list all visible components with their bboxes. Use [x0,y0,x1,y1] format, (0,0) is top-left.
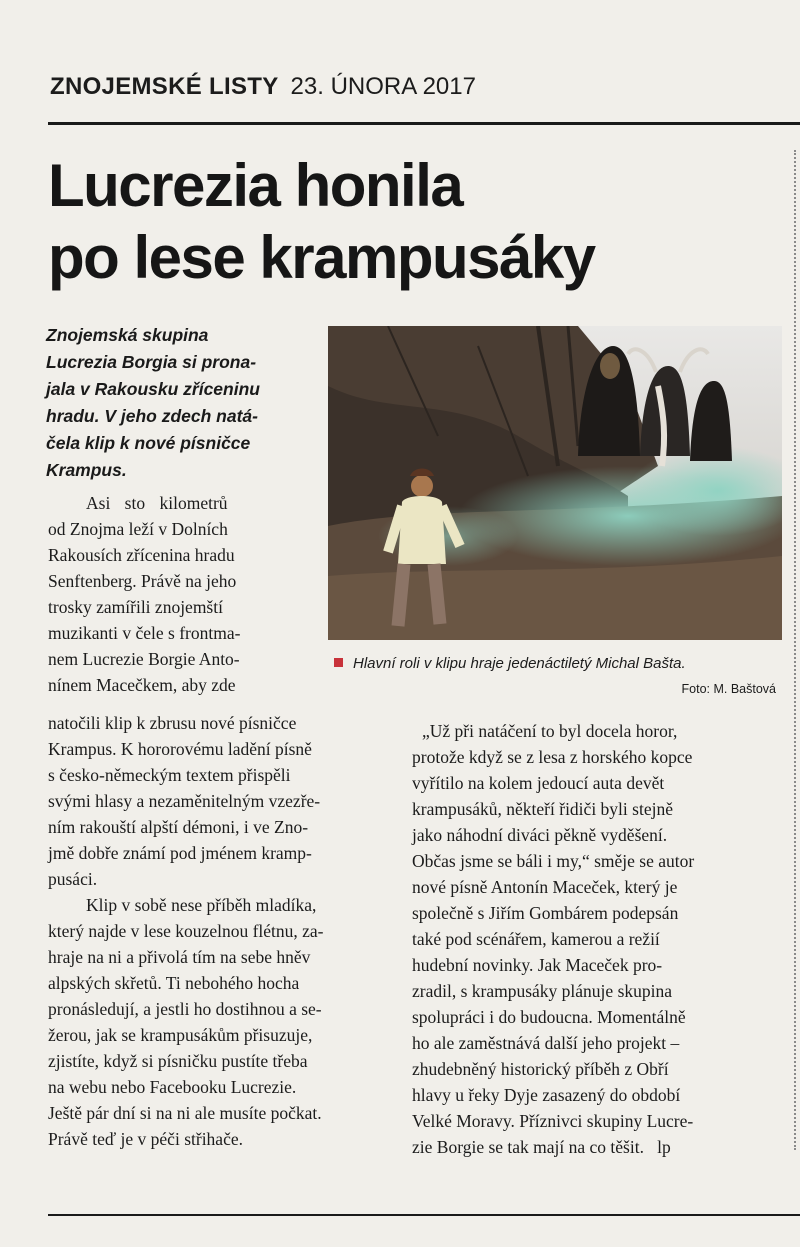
issue-date: 23. ÚNORA 2017 [290,73,476,100]
body-line: zhudebněný historický příběh z Obří [412,1059,669,1079]
body-line: Krampus. K hororovému ladění písně [48,739,312,759]
body-line: pusáci. [48,869,98,889]
photo-illustration [328,326,782,640]
photo-caption [334,654,784,674]
body-line: od Znojma leží v Dolních [48,519,228,539]
body-line: Velké Moravy. Příznivci skupiny Lucre- [412,1111,694,1131]
masthead [50,72,476,102]
body-line: muzikanti v čele s frontma- [48,623,241,643]
body-line: zjistíte, když si písničku pustíte třeba [48,1051,308,1071]
body-line: jmě dobře známí pod jménem kramp- [48,843,312,863]
body-line: Ještě pár dní si na ni ale musíte počkat. [48,1103,322,1123]
caption-marker [334,658,343,667]
body-line: žerou, jak se krampusákům přisuzuje, [48,1025,313,1045]
body-line: ho ale zaměstnává další jeho projekt – [412,1033,680,1053]
body-line: hudební novinky. Jak Maceček pro- [412,955,663,975]
headline-line: Lucrezia honila [48,152,463,219]
body-line: společně s Jiřím Gombárem podepsán [412,903,679,923]
body-line: svými hlasy a nezaměnitelným vzezře- [48,791,321,811]
newspaper-name: ZNOJEMSKÉ LISTY [50,73,279,100]
lead-line: čela klip k nové písničce [46,433,251,453]
body-line: spolupráci i do budoucna. Momentálně [412,1007,686,1027]
body-line: trosky zamířili znojemští [48,597,223,617]
body-line: který najde v lese kouzelnou flétnu, za- [48,921,324,941]
top-rule [48,122,800,125]
body-column-1-upper [48,490,240,698]
body-line: nínem Macečkem, aby zde [48,675,236,695]
caption-text: Hlavní roli v klipu hraje jedenáctiletý Michal Bašta. [353,655,686,672]
body-line: také pod scénářem, kamerou a režií [412,929,660,949]
article-photo [328,326,782,640]
body-line: s česko-německým textem přispěli [48,765,291,785]
body-line: zie Borgie se tak mají na co těšit. lp [412,1137,671,1157]
column-divider-dotted [794,150,796,1150]
photo-credit: Foto: M. Baštová [681,682,776,696]
body-line: vyřítilo na kolem jedoucí auta devět [412,773,665,793]
body-line: ním rakouští alpští démoni, i ve Zno- [48,817,309,837]
body-line: alpských skřetů. Ti nebohého hocha [48,973,300,993]
lead-line: Krampus. [46,460,127,480]
body-line: Občas jsme se báli i my,“ směje se autor [412,851,695,871]
body-line: pronásledují, a jestli ho dostihnou a se- [48,999,322,1019]
headline-line: po lese krampusáky [48,224,595,291]
body-line: nové písně Antonín Maceček, který je [412,877,678,897]
body-line: Rakousích zřícenina hradu [48,545,235,565]
body-line: Asi sto kilometrů [86,493,228,513]
body-line: nem Lucrezie Borgie Anto- [48,649,240,669]
body-line: hraje na ni a přivolá tím na sebe hněv [48,947,311,967]
body-column-1-lower [48,710,324,1152]
body-line: jako náhodní diváci pěkně vyděšení. [412,825,668,845]
bottom-rule [48,1214,800,1216]
lead-line: Znojemská skupina [46,325,209,345]
body-column-2 [412,718,694,1160]
body-line: krampusáků, někteří řidiči byli stejně [412,799,673,819]
body-line: natočili klip k zbrusu nové písničce [48,713,297,733]
body-line: protože když se z lesa z horského kopce [412,747,693,767]
body-line: „Už při natáčení to byl docela horor, [422,721,678,741]
body-line: Senftenberg. Právě na jeho [48,571,237,591]
body-line: na webu nebo Facebooku Lucrezie. [48,1077,297,1097]
lead-line: jala v Rakousku zříceninu [46,379,260,399]
body-line: Klip v sobě nese příběh mladíka, [86,895,317,915]
body-line: hlavy u řeky Dyje zasazený do období [412,1085,681,1105]
lead-paragraph [46,322,310,484]
lead-line: hradu. V jeho zdech natá- [46,406,258,426]
lead-line: Lucrezia Borgia si prona- [46,352,257,372]
headline [48,150,595,294]
body-line: Právě teď je v péči střihače. [48,1129,243,1149]
body-line: zradil, s krampusáky plánuje skupina [412,981,673,1001]
